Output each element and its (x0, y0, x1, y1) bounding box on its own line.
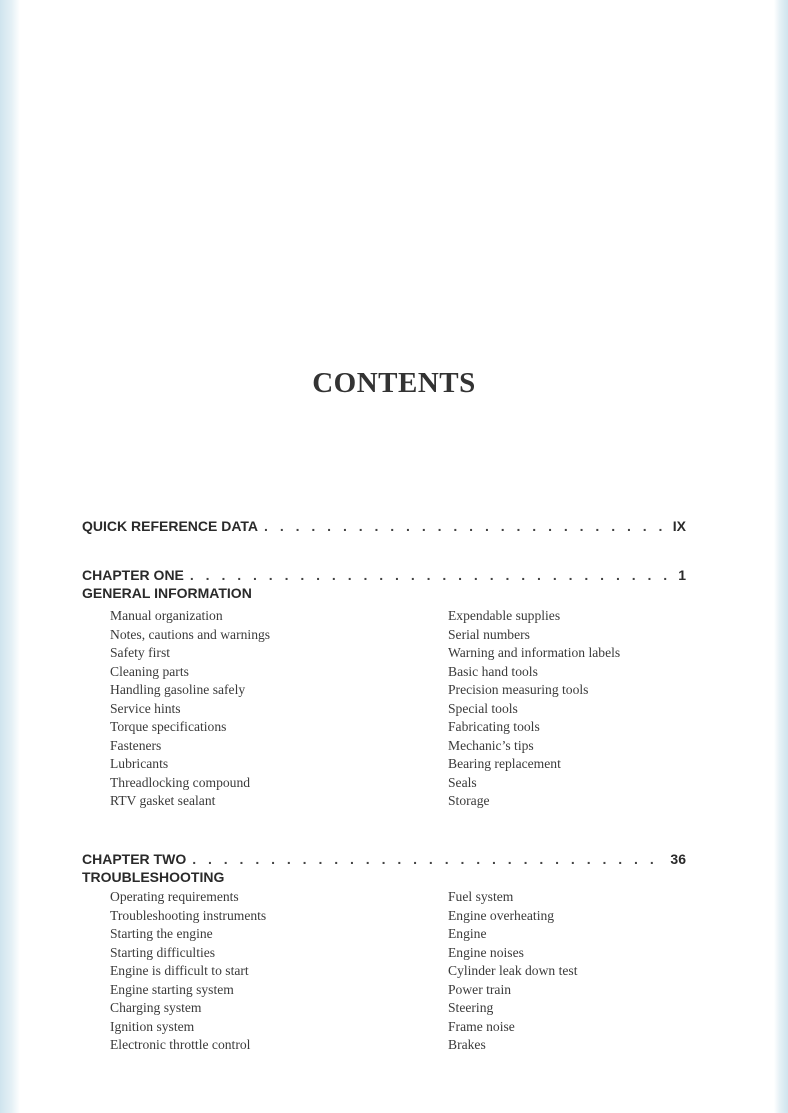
topic-item[interactable]: Brakes (448, 1037, 486, 1052)
topic-item[interactable]: Seals (448, 774, 477, 790)
topic-item[interactable]: Frame noise (448, 1018, 515, 1034)
topic-item[interactable]: Steering (448, 1000, 494, 1015)
topic-item[interactable]: Starting difficulties (110, 944, 216, 960)
topic-list-right (448, 888, 578, 1055)
topic-item[interactable]: Starting the engine (110, 926, 213, 941)
leader-dots (190, 567, 672, 583)
topic-item[interactable]: Handling gasoline safely (110, 682, 246, 697)
topic-item[interactable]: Fasteners (110, 737, 162, 753)
toc-entry-label: CHAPTER TWO (82, 851, 187, 867)
topic-item[interactable]: Charging system (110, 1000, 202, 1015)
topic-item[interactable]: Expendable supplies (448, 608, 561, 623)
topic-item[interactable]: Troubleshooting instruments (110, 907, 267, 923)
toc-entry-page: 36 (670, 851, 686, 867)
topic-list-right (448, 607, 620, 811)
scan-edge-left (0, 0, 20, 1113)
topic-item[interactable]: Storage (448, 793, 490, 808)
toc-entry-chapter-two[interactable] (82, 851, 686, 871)
topic-item[interactable]: Precision measuring tools (448, 682, 589, 697)
topic-item[interactable]: Serial numbers (448, 626, 530, 642)
topic-item[interactable]: Engine (448, 926, 487, 941)
toc-entry-page: 1 (678, 567, 686, 583)
topic-item[interactable]: Warning and information labels (448, 645, 621, 660)
topic-item[interactable]: Manual organization (110, 608, 223, 623)
leader-dots (264, 518, 667, 534)
topic-item[interactable]: Threadlocking compound (110, 774, 251, 790)
topic-item[interactable]: Service hints (110, 700, 181, 716)
topic-list-left (110, 607, 270, 811)
topic-item[interactable]: Torque specifications (110, 719, 227, 734)
chapter-subtitle: TROUBLESHOOTING (82, 869, 225, 885)
toc-entry-label: QUICK REFERENCE DATA (82, 518, 259, 534)
topic-list-left (110, 888, 266, 1055)
topic-item[interactable]: Lubricants (110, 756, 169, 771)
topic-item[interactable]: Bearing replacement (448, 756, 561, 771)
topic-item[interactable]: Basic hand tools (448, 663, 538, 679)
topic-item[interactable]: Engine is difficult to start (110, 963, 249, 978)
topic-item[interactable]: Fuel system (448, 889, 514, 904)
topic-item[interactable]: Mechanic’s tips (448, 737, 534, 753)
topic-item[interactable]: Engine noises (448, 944, 524, 960)
leader-dots (192, 851, 664, 867)
toc-entry-label: CHAPTER ONE (82, 567, 184, 583)
topic-item[interactable]: Fabricating tools (448, 719, 540, 734)
topic-item[interactable]: Special tools (448, 700, 518, 716)
toc-entry-page: IX (672, 518, 686, 534)
scan-edge-right (774, 0, 788, 1113)
topic-item[interactable]: Operating requirements (110, 889, 239, 904)
topic-item[interactable]: Cylinder leak down test (448, 963, 578, 978)
topic-item[interactable]: Safety first (110, 645, 171, 660)
chapter-subtitle: GENERAL INFORMATION (82, 585, 252, 601)
topic-item[interactable]: Ignition system (110, 1018, 195, 1034)
topic-item[interactable]: Engine overheating (448, 907, 555, 923)
toc-entry-chapter-one[interactable] (82, 567, 686, 587)
topic-item[interactable]: Cleaning parts (110, 663, 189, 679)
topic-item[interactable]: Engine starting system (110, 981, 234, 997)
topic-item[interactable]: Notes, cautions and warnings (110, 626, 271, 642)
page-title: CONTENTS (312, 367, 476, 399)
topic-item[interactable]: RTV gasket sealant (110, 793, 216, 808)
toc-entry-quick-reference[interactable] (82, 518, 686, 538)
topic-item[interactable]: Power train (448, 981, 512, 997)
topic-item[interactable]: Electronic throttle control (110, 1037, 251, 1052)
